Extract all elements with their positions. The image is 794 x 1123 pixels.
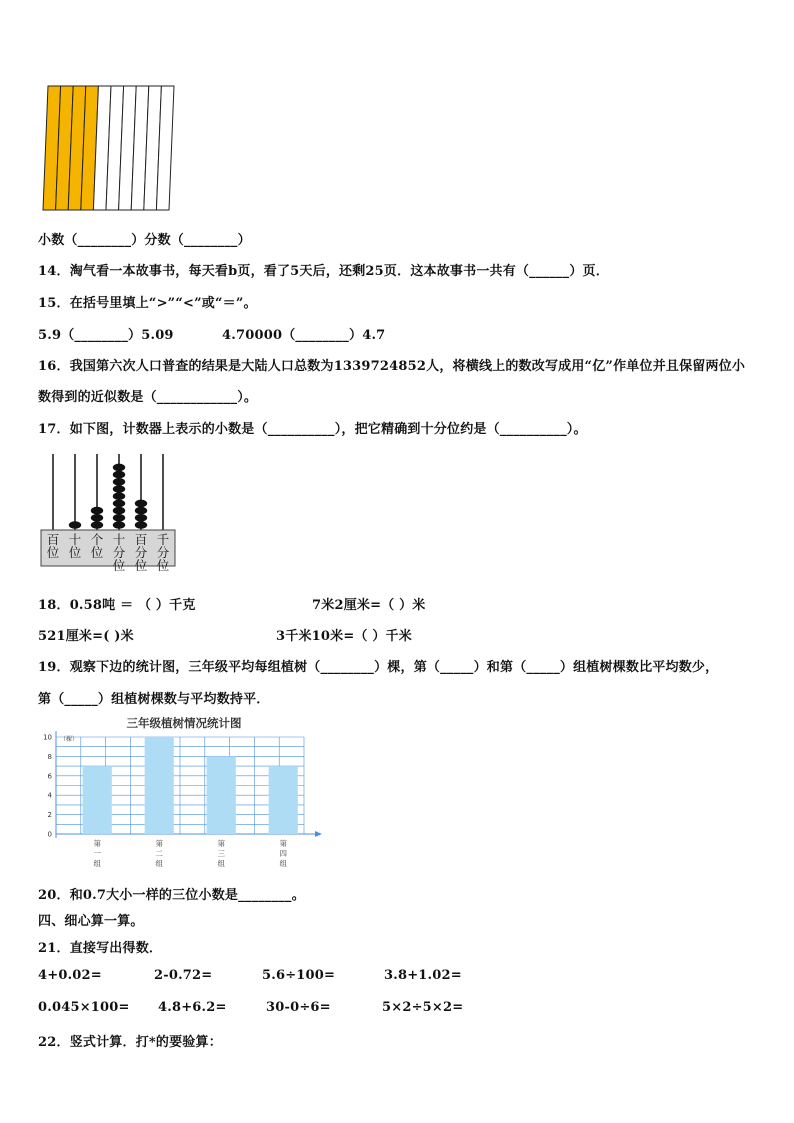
abacus-column-label: 百分位 xyxy=(134,532,148,573)
x-axis-arrow xyxy=(315,831,322,837)
bar xyxy=(145,737,174,834)
abacus-bead xyxy=(113,478,125,486)
question-14: 14．淘气看一本故事书，每天看b页，看了5天后，还剩25页．这本故事书一共有（______）页． xyxy=(38,264,609,279)
abacus-column-label: 千分位 xyxy=(156,532,170,573)
calc-item: 0.045×100= xyxy=(38,1000,130,1015)
question-15-item-1: 5.9（________）5.09 xyxy=(38,328,174,343)
y-tick-label: 4 xyxy=(47,791,52,800)
question-15-prompt: 15．在括号里填上“>”“<”或“＝”。 xyxy=(38,296,257,311)
question-19-line-1: 19．观察下边的统计图，三年级平均每组植树（________）棵，第（_____）和第（_____）组植树棵数比平均数少， xyxy=(38,660,719,675)
abacus-bead xyxy=(91,507,103,515)
chart-title: 三年级植树情况统计图 xyxy=(126,716,242,730)
section-4-heading: 四、细心算一算。 xyxy=(38,914,144,929)
abacus-bead xyxy=(113,492,125,500)
question-22: 22．竖式计算．打*的要验算： xyxy=(38,1035,222,1050)
y-tick-label: 2 xyxy=(47,811,52,820)
abacus-bead xyxy=(135,521,147,529)
calc-item: 5.6÷100= xyxy=(262,968,336,983)
calc-item: 30-0÷6= xyxy=(266,1000,331,1015)
x-tick-label: 第一组 xyxy=(93,839,101,868)
calc-item: 3.8+1.02= xyxy=(384,968,462,983)
y-tick-label: 8 xyxy=(47,752,52,761)
abacus-bead xyxy=(135,500,147,508)
abacus-bead xyxy=(113,500,125,508)
bar xyxy=(83,766,112,834)
abacus-bead xyxy=(91,514,103,522)
x-tick-label: 第四组 xyxy=(279,839,287,868)
question-19-line-2: 第（_____）组植树棵数与平均数持平． xyxy=(38,692,270,707)
question-21-prompt: 21．直接写出得数． xyxy=(38,941,163,956)
bar xyxy=(269,766,298,834)
x-tick-label: 第二组 xyxy=(155,839,163,868)
abacus-base xyxy=(41,530,175,566)
abacus-bead xyxy=(135,514,147,522)
question-16-line-2: 数得到的近似数是（____________）。 xyxy=(38,390,258,405)
question-15-item-2: 4.70000（________）4.7 xyxy=(222,328,386,343)
abacus-bead xyxy=(113,464,125,472)
y-tick-label: 10 xyxy=(43,733,52,742)
abacus-bead xyxy=(91,521,103,529)
calc-item: 5×2÷5×2= xyxy=(382,1000,464,1015)
question-18-item-3: 521厘米=( )米 xyxy=(38,629,134,644)
abacus-bead xyxy=(113,507,125,515)
abacus-bead xyxy=(113,514,125,522)
abacus-bead xyxy=(135,507,147,515)
abacus-column-label: 十位 xyxy=(68,532,82,560)
abacus-column-label: 十分位 xyxy=(112,532,126,573)
question-16-line-1: 16．我国第六次人口普查的结果是大陆人口总数为1339724852人，将横线上的数改写成用“亿”作单位并且保留两位小 xyxy=(38,359,746,374)
question-20: 20．和0.7大小一样的三位小数是________。 xyxy=(38,888,305,903)
tree-planting-bar-chart xyxy=(36,712,332,876)
question-18-item-4: 3千米10米=（ ）千米 xyxy=(276,629,412,644)
abacus-bead xyxy=(113,521,125,529)
abacus-column-label: 百位 xyxy=(46,532,60,560)
y-tick-label: 0 xyxy=(47,830,52,839)
question-17-prompt: 17．如下图，计数器上表示的小数是（__________），把它精确到十分位约是（__________）。 xyxy=(38,422,587,437)
fraction-strips-figure xyxy=(40,84,176,212)
calc-item: 4+0.02= xyxy=(38,968,102,983)
question-18-item-2: 7米2厘米=（ ）米 xyxy=(312,598,426,613)
calc-item: 2-0.72= xyxy=(154,968,213,983)
abacus-bead xyxy=(69,521,81,529)
abacus-bead xyxy=(113,485,125,493)
y-tick-label: 6 xyxy=(47,772,52,781)
calc-item: 4.8+6.2= xyxy=(158,1000,227,1015)
abacus-bead xyxy=(113,471,125,479)
abacus-column-label: 个位 xyxy=(90,532,104,560)
abacus-figure xyxy=(40,450,176,580)
bar xyxy=(207,756,236,834)
chart-y-unit: （棵） xyxy=(60,736,79,743)
q13-answer-line: 小数（________）分数（________） xyxy=(38,233,251,248)
x-tick-label: 第三组 xyxy=(217,839,225,868)
question-18-item-1: 18．0.58吨 ＝ （ ）千克 xyxy=(38,598,196,613)
